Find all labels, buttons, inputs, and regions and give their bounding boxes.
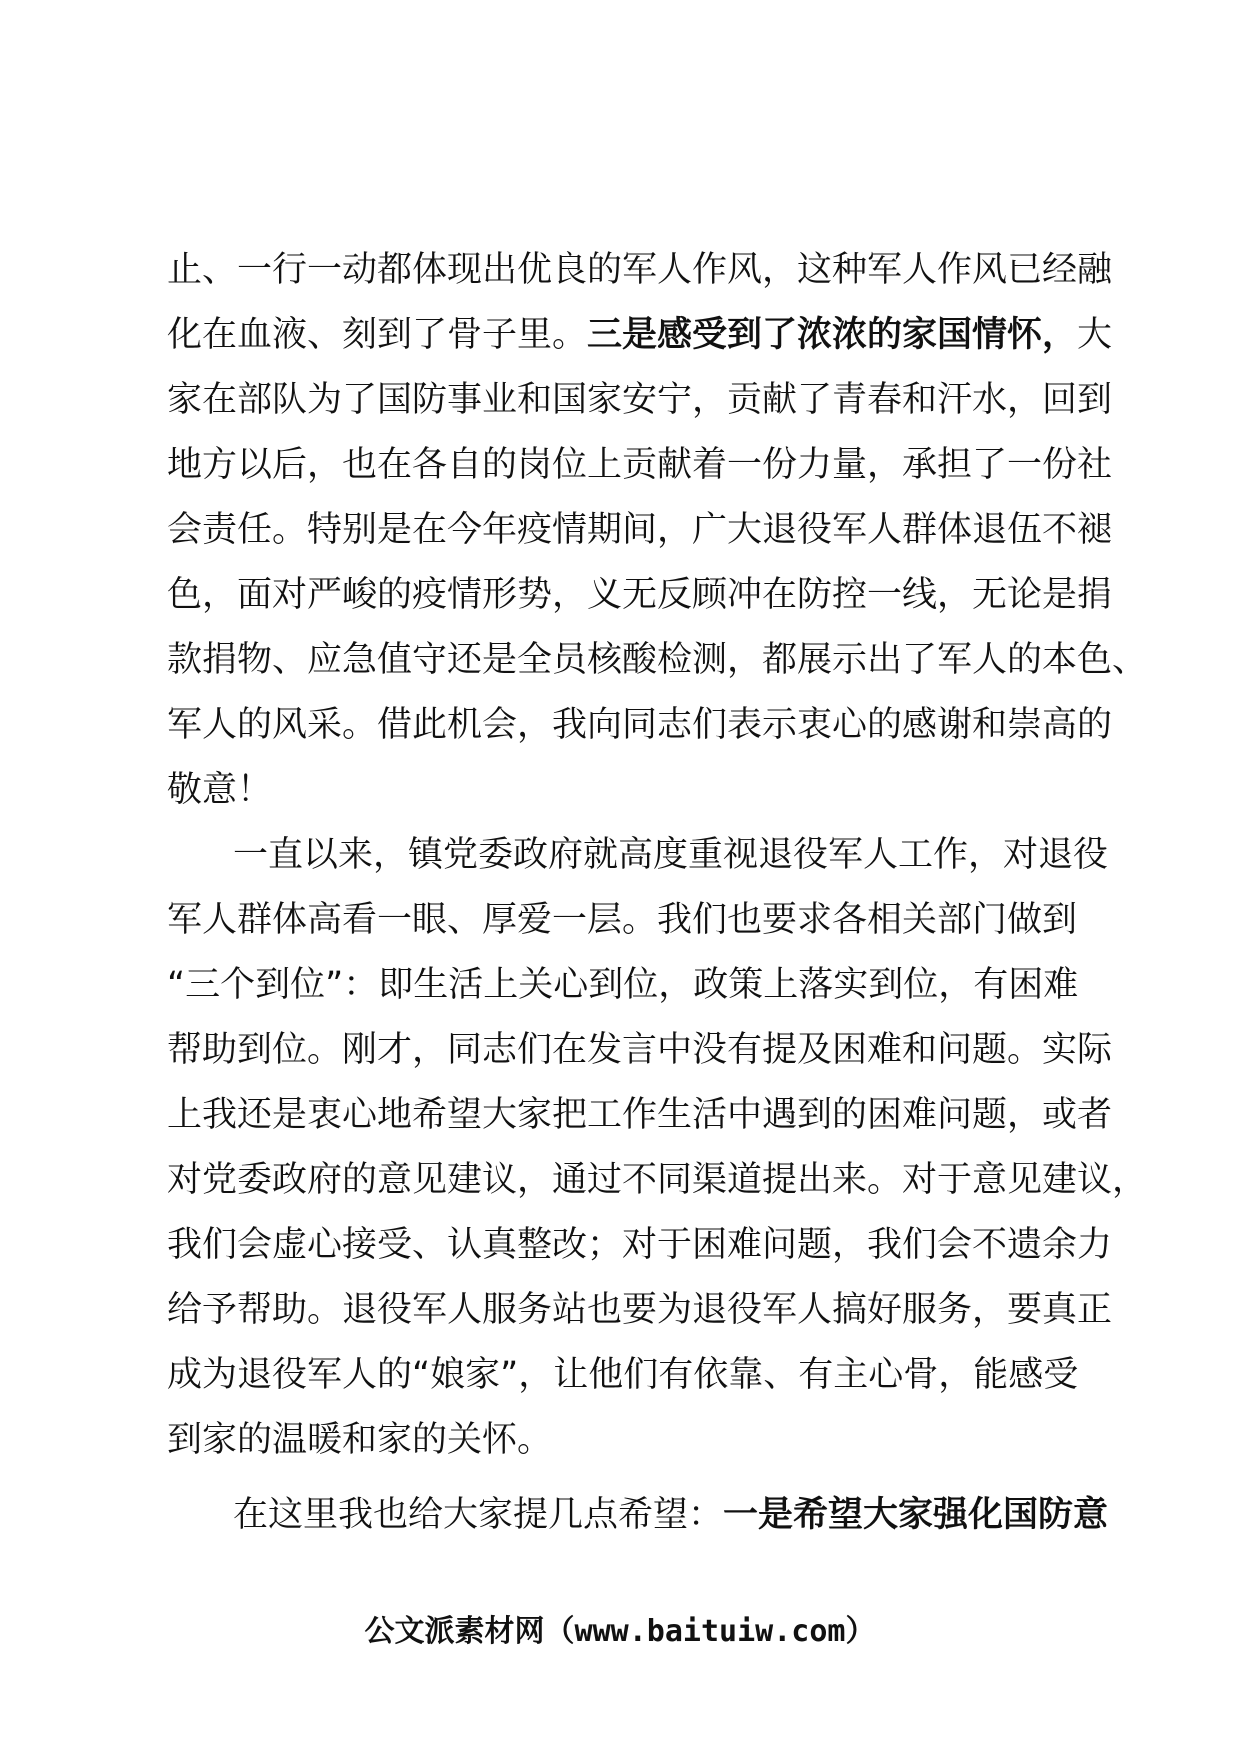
text-segment: 我们会虚心接受、认真整改；对于困难问题，我们会不遗余力: [167, 1225, 1113, 1265]
text-line: [167, 303, 1113, 368]
paragraph: [167, 1483, 1109, 1548]
footer-close-paren: ）: [845, 1614, 876, 1649]
text-segment: 色，面对严峻的疫情形势，义无反顾冲在防控一线，无论是捐: [167, 575, 1113, 615]
text-line: [167, 368, 1113, 433]
text-line: [167, 1408, 1087, 1473]
text-segment: 止、一行一动都体现出优良的军人作风，这种军人作风已经融: [167, 250, 1113, 290]
text-segment: 地方以后，也在各自的岗位上贡献着一份力量，承担了一份社: [167, 445, 1113, 485]
text-line: [167, 758, 1087, 823]
bold-text-segment: 一是希望大家强化国防意: [723, 1495, 1109, 1535]
text-line: [167, 433, 1113, 498]
text-segment: 一直以来，镇党委政府就高度重视退役军人工作，对退役: [233, 835, 1109, 875]
footer-url: www.baituiw.com: [574, 1614, 846, 1649]
text-segment: 款捐物、应急值守还是全员核酸检测，都展示出了军人的本色、: [167, 640, 1148, 680]
paragraph: [167, 238, 1148, 823]
text-segment: 军人群体高看一眼、厚爱一层。我们也要求各相关部门做到: [167, 900, 1078, 940]
text-segment: 给予帮助。退役军人服务站也要为退役军人搞好服务，要真正: [167, 1290, 1113, 1330]
bold-text-segment: 三是感受到了浓浓的家国情怀，: [587, 315, 1078, 355]
text-segment: 上我还是衷心地希望大家把工作生活中遇到的困难问题，或者: [167, 1095, 1113, 1135]
footer-open-paren: （: [544, 1614, 575, 1649]
text-line: [167, 1278, 1113, 1343]
watermark-footer: [0, 1612, 1240, 1652]
text-line: [167, 498, 1113, 563]
text-segment: 敬意！: [167, 770, 273, 810]
text-segment: “三个到位”：即生活上关心到位，政策上落实到位，有困难: [167, 965, 1079, 1005]
text-line: [167, 238, 1113, 303]
paragraph: [167, 823, 1148, 1473]
text-line: [167, 953, 1087, 1018]
footer-site-name: 公文派素材网: [364, 1614, 545, 1649]
text-line: [167, 823, 1109, 888]
text-segment: 家在部队为了国防事业和国家安宁，贡献了青春和汗水，回到: [167, 380, 1113, 420]
text-segment: 军人的风采。借此机会，我向同志们表示衷心的感谢和崇高的: [167, 705, 1113, 745]
text-line: [167, 693, 1113, 758]
text-line: [167, 1148, 1148, 1213]
text-line: [167, 888, 1087, 953]
text-line: [167, 1483, 1109, 1548]
text-line: [167, 563, 1113, 628]
text-segment: 帮助到位。刚才，同志们在发言中没有提及困难和问题。实际: [167, 1030, 1113, 1070]
text-segment: 在这里我也给大家提几点希望：: [233, 1495, 724, 1535]
text-line: [167, 1083, 1113, 1148]
document-body: [167, 238, 1148, 1548]
text-segment: 大: [1077, 315, 1113, 355]
text-segment: 化在血液、刻到了骨子里。: [167, 315, 588, 355]
text-segment: 对党委政府的意见建议，通过不同渠道提出来。对于意见建议，: [167, 1160, 1148, 1200]
text-line: [167, 1018, 1113, 1083]
text-segment: 成为退役军人的“娘家”，让他们有依靠、有主心骨，能感受: [167, 1355, 1079, 1395]
text-line: [167, 628, 1148, 693]
paragraph-gap: [167, 1473, 1087, 1483]
text-line: [167, 1213, 1113, 1278]
text-segment: 到家的温暖和家的关怀。: [167, 1420, 553, 1460]
text-segment: 会责任。特别是在今年疫情期间，广大退役军人群体退伍不褪: [167, 510, 1113, 550]
text-line: [167, 1343, 1087, 1408]
